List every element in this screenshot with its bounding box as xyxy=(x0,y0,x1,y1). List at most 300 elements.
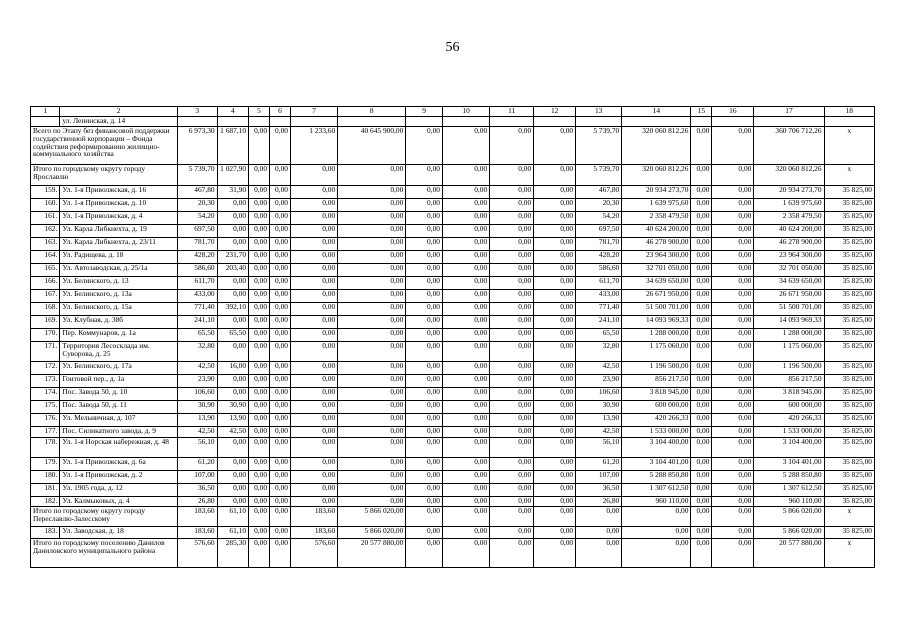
value-cell: 0,00 xyxy=(406,127,443,165)
value-cell: 0,00 xyxy=(712,458,754,471)
value-cell: 35 825,00 xyxy=(824,238,874,251)
value-cell: 0,00 xyxy=(290,290,337,303)
value-cell: 0,00 xyxy=(406,251,443,264)
value-cell xyxy=(338,117,406,127)
value-cell: 1 687,10 xyxy=(217,127,248,165)
value-cell: 0,00 xyxy=(712,438,754,458)
value-cell: 0,00 xyxy=(490,212,534,225)
value-cell: 0,00 xyxy=(534,484,576,497)
value-cell: 0,00 xyxy=(290,375,337,388)
value-cell: 34 639 650,00 xyxy=(754,277,824,290)
table-row xyxy=(31,438,875,458)
value-cell: 611,70 xyxy=(177,277,217,290)
value-cell: 0,00 xyxy=(270,362,291,375)
value-cell: 0,00 xyxy=(490,427,534,438)
value-cell: 5 866 020,00 xyxy=(754,527,824,539)
address-cell: Ул. Белинского, д. 15а xyxy=(60,303,177,316)
table-row xyxy=(31,117,875,127)
value-cell: 0,00 xyxy=(249,362,270,375)
value-cell: 0,00 xyxy=(442,329,489,342)
value-cell: 0,00 xyxy=(270,527,291,539)
value-cell: 5 739,70 xyxy=(576,165,622,186)
value-cell: 0,00 xyxy=(249,316,270,329)
value-cell: 0,00 xyxy=(249,458,270,471)
value-cell: 0,00 xyxy=(691,375,712,388)
value-cell: 0,00 xyxy=(338,401,406,414)
value-cell: 0,00 xyxy=(490,277,534,290)
value-cell: 0,00 xyxy=(290,484,337,497)
value-cell: 0,00 xyxy=(338,225,406,238)
value-cell: 0,00 xyxy=(691,507,712,527)
value-cell: 0,00 xyxy=(406,329,443,342)
value-cell: х xyxy=(824,127,874,165)
row-label: Итого по городскому округу городу Ярославлю xyxy=(31,165,178,186)
value-cell: 35 825,00 xyxy=(824,414,874,427)
value-cell: 0,00 xyxy=(249,414,270,427)
value-cell: 0,00 xyxy=(406,539,443,568)
value-cell: 0,00 xyxy=(691,484,712,497)
address-cell: Территория Лесосклада им. Суворова, д. 25 xyxy=(60,342,177,362)
value-cell: 46 278 900,00 xyxy=(754,238,824,251)
value-cell: 54,20 xyxy=(177,212,217,225)
value-cell: 0,00 xyxy=(270,238,291,251)
value-cell: 0,00 xyxy=(691,212,712,225)
value-cell: 14 093 969,33 xyxy=(622,316,691,329)
value-cell: 32,80 xyxy=(576,342,622,362)
value-cell: 0,00 xyxy=(406,212,443,225)
value-cell: 960 110,00 xyxy=(754,497,824,507)
value-cell: 0,00 xyxy=(270,414,291,427)
table-row xyxy=(31,342,875,362)
address-cell: Ул. 1-я Норская набережная, д. 48 xyxy=(60,438,177,458)
value-cell: 0,00 xyxy=(338,484,406,497)
value-cell: 420 266,33 xyxy=(622,414,691,427)
value-cell: 0,00 xyxy=(406,186,443,199)
value-cell: 771,40 xyxy=(177,303,217,316)
value-cell: 0,00 xyxy=(490,225,534,238)
value-cell: 0,00 xyxy=(338,212,406,225)
value-cell: 20 934 273,70 xyxy=(754,186,824,199)
value-cell: 0,00 xyxy=(290,362,337,375)
value-cell: 0,00 xyxy=(290,401,337,414)
value-cell: 0,00 xyxy=(534,427,576,438)
value-cell: 0,00 xyxy=(534,127,576,165)
value-cell: 35 825,00 xyxy=(824,484,874,497)
value-cell: 0,00 xyxy=(249,539,270,568)
value-cell: 0,00 xyxy=(691,539,712,568)
value-cell: 0,00 xyxy=(691,388,712,401)
value-cell: 0,00 xyxy=(712,251,754,264)
column-header: 15 xyxy=(691,107,712,117)
value-cell: 0,00 xyxy=(691,414,712,427)
value-cell: 0,00 xyxy=(490,471,534,484)
value-cell: 0,00 xyxy=(290,316,337,329)
value-cell: 0,00 xyxy=(534,414,576,427)
value-cell: 1 233,60 xyxy=(290,127,337,165)
value-cell: 26 671 950,00 xyxy=(622,290,691,303)
header-row xyxy=(31,107,875,117)
value-cell: 0,00 xyxy=(534,329,576,342)
value-cell: 0,00 xyxy=(712,497,754,507)
column-header: 18 xyxy=(824,107,874,117)
table-row xyxy=(31,362,875,375)
value-cell: 0,00 xyxy=(270,427,291,438)
value-cell: 61,20 xyxy=(177,458,217,471)
value-cell: 3 104 400,00 xyxy=(754,438,824,458)
value-cell: 0,00 xyxy=(217,375,248,388)
row-number: 161. xyxy=(31,212,60,225)
value-cell: 0,00 xyxy=(406,458,443,471)
value-cell: 0,00 xyxy=(442,401,489,414)
value-cell: 30,90 xyxy=(217,401,248,414)
value-cell: 0,00 xyxy=(712,427,754,438)
value-cell: 0,00 xyxy=(270,329,291,342)
value-cell: 0,00 xyxy=(406,225,443,238)
value-cell: 0,00 xyxy=(406,303,443,316)
value-cell: 241,10 xyxy=(576,316,622,329)
address-cell: Ул. 1905 года, д. 12 xyxy=(60,484,177,497)
value-cell: 35 825,00 xyxy=(824,375,874,388)
column-header: 13 xyxy=(576,107,622,117)
value-cell: 856 217,50 xyxy=(754,375,824,388)
value-cell: 65,50 xyxy=(177,329,217,342)
value-cell: 32 701 050,00 xyxy=(622,264,691,277)
value-cell: 0,00 xyxy=(712,316,754,329)
value-cell: 34 639 650,00 xyxy=(622,277,691,290)
value-cell: 0,00 xyxy=(290,414,337,427)
data-table xyxy=(30,106,875,568)
value-cell: 0,00 xyxy=(249,401,270,414)
row-label: Итого по городскому округу городу Переславлю-Залесскому xyxy=(31,507,178,527)
value-cell: 1 288 000,00 xyxy=(622,329,691,342)
table-row xyxy=(31,484,875,497)
value-cell: 285,30 xyxy=(217,539,248,568)
row-number: 181. xyxy=(31,484,60,497)
value-cell: 0,00 xyxy=(712,290,754,303)
value-cell xyxy=(249,117,270,127)
row-number: 162. xyxy=(31,225,60,238)
value-cell: х xyxy=(824,165,874,186)
value-cell: 0,00 xyxy=(712,507,754,527)
table-row xyxy=(31,186,875,199)
value-cell: 0,00 xyxy=(712,471,754,484)
value-cell: 428,20 xyxy=(177,251,217,264)
value-cell: 0,00 xyxy=(622,527,691,539)
value-cell: 0,00 xyxy=(534,471,576,484)
value-cell: 107,00 xyxy=(576,471,622,484)
value-cell: 0,00 xyxy=(691,251,712,264)
value-cell: 0,00 xyxy=(406,427,443,438)
value-cell: 0,00 xyxy=(442,212,489,225)
value-cell: 0,00 xyxy=(270,225,291,238)
value-cell: 0,00 xyxy=(290,199,337,212)
value-cell: 0,00 xyxy=(290,277,337,290)
value-cell: 0,00 xyxy=(490,165,534,186)
value-cell: 23 964 300,00 xyxy=(754,251,824,264)
value-cell: 0,00 xyxy=(249,186,270,199)
value-cell: 0,00 xyxy=(442,303,489,316)
value-cell: 0,00 xyxy=(270,199,291,212)
value-cell: 0,00 xyxy=(490,303,534,316)
value-cell: 0,00 xyxy=(534,277,576,290)
value-cell: 0,00 xyxy=(490,507,534,527)
value-cell: 35 825,00 xyxy=(824,225,874,238)
value-cell: 1 307 612,50 xyxy=(754,484,824,497)
value-cell: 0,00 xyxy=(290,251,337,264)
value-cell: 0,00 xyxy=(249,225,270,238)
value-cell: 0,00 xyxy=(217,316,248,329)
value-cell: 0,00 xyxy=(406,362,443,375)
value-cell: 0,00 xyxy=(442,342,489,362)
value-cell: 0,00 xyxy=(691,277,712,290)
value-cell: 0,00 xyxy=(712,527,754,539)
value-cell: 0,00 xyxy=(270,165,291,186)
value-cell: 106,60 xyxy=(177,388,217,401)
value-cell: 0,00 xyxy=(490,458,534,471)
value-cell: 0,00 xyxy=(338,438,406,458)
table-row xyxy=(31,507,875,527)
value-cell: 30,90 xyxy=(177,401,217,414)
column-header: 12 xyxy=(534,107,576,117)
value-cell: 32,80 xyxy=(177,342,217,362)
value-cell: 0,00 xyxy=(406,438,443,458)
value-cell xyxy=(712,117,754,127)
value-cell: 0,00 xyxy=(534,199,576,212)
value-cell: 35 825,00 xyxy=(824,251,874,264)
value-cell: 0,00 xyxy=(406,471,443,484)
value-cell xyxy=(754,117,824,127)
table-row xyxy=(31,199,875,212)
value-cell: 0,00 xyxy=(290,427,337,438)
row-number: 165. xyxy=(31,264,60,277)
value-cell: 42,50 xyxy=(217,427,248,438)
value-cell: 0,00 xyxy=(249,342,270,362)
value-cell xyxy=(490,117,534,127)
value-cell: 0,00 xyxy=(622,507,691,527)
value-cell: 35 825,00 xyxy=(824,388,874,401)
value-cell: 40 624 200,00 xyxy=(754,225,824,238)
table-row xyxy=(31,316,875,329)
value-cell: 0,00 xyxy=(338,458,406,471)
value-cell: 0,00 xyxy=(338,329,406,342)
value-cell: 0,00 xyxy=(406,388,443,401)
table-row xyxy=(31,165,875,186)
value-cell: 0,00 xyxy=(534,316,576,329)
value-cell: 0,00 xyxy=(712,329,754,342)
value-cell: 20,30 xyxy=(576,199,622,212)
value-cell: 35 825,00 xyxy=(824,186,874,199)
value-cell: 0,00 xyxy=(338,290,406,303)
value-cell: 0,00 xyxy=(338,186,406,199)
value-cell: 0,00 xyxy=(442,507,489,527)
value-cell: 0,00 xyxy=(442,316,489,329)
value-cell: 0,00 xyxy=(442,127,489,165)
value-cell: 576,60 xyxy=(290,539,337,568)
value-cell: 3 104 401,00 xyxy=(622,458,691,471)
value-cell: 0,00 xyxy=(691,264,712,277)
value-cell: 1 288 000,00 xyxy=(754,329,824,342)
row-number: 174. xyxy=(31,388,60,401)
value-cell: 0,00 xyxy=(406,401,443,414)
value-cell: 56,10 xyxy=(177,438,217,458)
value-cell: 0,00 xyxy=(490,362,534,375)
value-cell: 0,00 xyxy=(490,186,534,199)
value-cell: 35 825,00 xyxy=(824,458,874,471)
value-cell: 0,00 xyxy=(534,362,576,375)
value-cell: 0,00 xyxy=(534,238,576,251)
table-row xyxy=(31,277,875,290)
value-cell: 600 000,00 xyxy=(754,401,824,414)
value-cell: 0,00 xyxy=(217,484,248,497)
value-cell: 0,00 xyxy=(442,471,489,484)
value-cell: 0,00 xyxy=(270,484,291,497)
value-cell: 392,10 xyxy=(217,303,248,316)
value-cell: 0,00 xyxy=(534,290,576,303)
address-cell: Ул. 1-я Приволжская, д. 4 xyxy=(60,212,177,225)
value-cell: 0,00 xyxy=(338,388,406,401)
address-cell: Ул. Карла Либкнехта, д. 23/11 xyxy=(60,238,177,251)
value-cell: 40 645 900,00 xyxy=(338,127,406,165)
value-cell: 183,60 xyxy=(177,527,217,539)
value-cell: 0,00 xyxy=(249,199,270,212)
value-cell: 5 866 020,00 xyxy=(754,507,824,527)
value-cell: 0,00 xyxy=(534,458,576,471)
value-cell: 0,00 xyxy=(442,539,489,568)
value-cell: 46 278 900,00 xyxy=(622,238,691,251)
row-number: 172. xyxy=(31,362,60,375)
value-cell: 0,00 xyxy=(249,127,270,165)
value-cell: 0,00 xyxy=(270,458,291,471)
value-cell: 0,00 xyxy=(691,290,712,303)
value-cell: 0,00 xyxy=(338,362,406,375)
value-cell: 0,00 xyxy=(691,199,712,212)
value-cell: 3 818 945,00 xyxy=(754,388,824,401)
value-cell: 0,00 xyxy=(712,199,754,212)
value-cell: 0,00 xyxy=(712,414,754,427)
value-cell: 2 358 479,50 xyxy=(622,212,691,225)
value-cell: 35 825,00 xyxy=(824,401,874,414)
value-cell: 0,00 xyxy=(534,251,576,264)
value-cell: 433,00 xyxy=(177,290,217,303)
value-cell: 0,00 xyxy=(534,497,576,507)
value-cell: 1 639 975,60 xyxy=(754,199,824,212)
value-cell: 0,00 xyxy=(249,329,270,342)
value-cell xyxy=(270,117,291,127)
value-cell: 0,00 xyxy=(406,290,443,303)
value-cell: 0,00 xyxy=(406,238,443,251)
value-cell: 0,00 xyxy=(217,212,248,225)
value-cell: 0,00 xyxy=(442,277,489,290)
row-number: 182. xyxy=(31,497,60,507)
row-number: 175. xyxy=(31,401,60,414)
value-cell: 0,00 xyxy=(442,375,489,388)
value-cell: 0,00 xyxy=(534,303,576,316)
value-cell: 0,00 xyxy=(442,165,489,186)
value-cell: 0,00 xyxy=(249,375,270,388)
value-cell: 0,00 xyxy=(338,471,406,484)
value-cell: 61,10 xyxy=(217,507,248,527)
address-cell: Ул. Клубная, д. 38б xyxy=(60,316,177,329)
address-cell: Ул. Автозаводская, д. 25/1а xyxy=(60,264,177,277)
value-cell: 65,50 xyxy=(217,329,248,342)
value-cell: 0,00 xyxy=(406,165,443,186)
value-cell: 0,00 xyxy=(249,264,270,277)
value-cell: 0,00 xyxy=(270,277,291,290)
value-cell: 42,50 xyxy=(177,427,217,438)
value-cell: 0,00 xyxy=(338,316,406,329)
value-cell xyxy=(824,117,874,127)
row-number xyxy=(31,117,60,127)
value-cell: 0,00 xyxy=(534,438,576,458)
value-cell: 0,00 xyxy=(576,527,622,539)
value-cell: 0,00 xyxy=(338,165,406,186)
value-cell: 5 739,70 xyxy=(177,165,217,186)
value-cell: 54,20 xyxy=(576,212,622,225)
value-cell: 0,00 xyxy=(217,277,248,290)
value-cell: 0,00 xyxy=(406,316,443,329)
table-row xyxy=(31,471,875,484)
table-row xyxy=(31,401,875,414)
value-cell: 0,00 xyxy=(442,458,489,471)
value-cell: 5 866 020,00 xyxy=(338,527,406,539)
value-cell: 360 706 712,26 xyxy=(754,127,824,165)
row-label: Всего по Этапу без финансовой поддержки государственной корпорации – Фонда содействия реформированию жилищно-коммунального хозяйства xyxy=(31,127,178,165)
value-cell: 35 825,00 xyxy=(824,264,874,277)
column-header: 9 xyxy=(406,107,443,117)
value-cell: 0,00 xyxy=(490,199,534,212)
value-cell: 0,00 xyxy=(442,497,489,507)
value-cell: 0,00 xyxy=(691,438,712,458)
value-cell: 0,00 xyxy=(691,329,712,342)
value-cell: 0,00 xyxy=(270,539,291,568)
page-number: 56 xyxy=(445,40,460,55)
value-cell: 0,00 xyxy=(490,375,534,388)
value-cell: 0,00 xyxy=(270,438,291,458)
value-cell: 0,00 xyxy=(290,497,337,507)
value-cell: 20 577 880,00 xyxy=(754,539,824,568)
value-cell: 42,50 xyxy=(177,362,217,375)
value-cell: 35 825,00 xyxy=(824,497,874,507)
value-cell: 0,00 xyxy=(270,401,291,414)
table-row xyxy=(31,414,875,427)
value-cell: 20 577 880,00 xyxy=(338,539,406,568)
value-cell: 0,00 xyxy=(217,342,248,362)
address-cell: Ул. Белинского, д. 13 xyxy=(60,277,177,290)
value-cell: 0,00 xyxy=(534,539,576,568)
column-header: 11 xyxy=(490,107,534,117)
value-cell: 35 825,00 xyxy=(824,527,874,539)
value-cell xyxy=(177,117,217,127)
value-cell: 0,00 xyxy=(338,303,406,316)
value-cell: 0,00 xyxy=(490,527,534,539)
value-cell: 0,00 xyxy=(691,471,712,484)
value-cell: 241,10 xyxy=(177,316,217,329)
value-cell: 0,00 xyxy=(712,362,754,375)
value-cell: 0,00 xyxy=(338,277,406,290)
value-cell: 0,00 xyxy=(490,251,534,264)
value-cell: 0,00 xyxy=(249,251,270,264)
table-row xyxy=(31,427,875,438)
value-cell: 0,00 xyxy=(442,388,489,401)
table-row xyxy=(31,527,875,539)
value-cell: 23,90 xyxy=(576,375,622,388)
value-cell: 23,90 xyxy=(177,375,217,388)
value-cell: 5 739,70 xyxy=(576,127,622,165)
value-cell: 0,00 xyxy=(406,264,443,277)
value-cell: 0,00 xyxy=(534,342,576,362)
value-cell: 13,90 xyxy=(177,414,217,427)
value-cell: 0,00 xyxy=(490,127,534,165)
